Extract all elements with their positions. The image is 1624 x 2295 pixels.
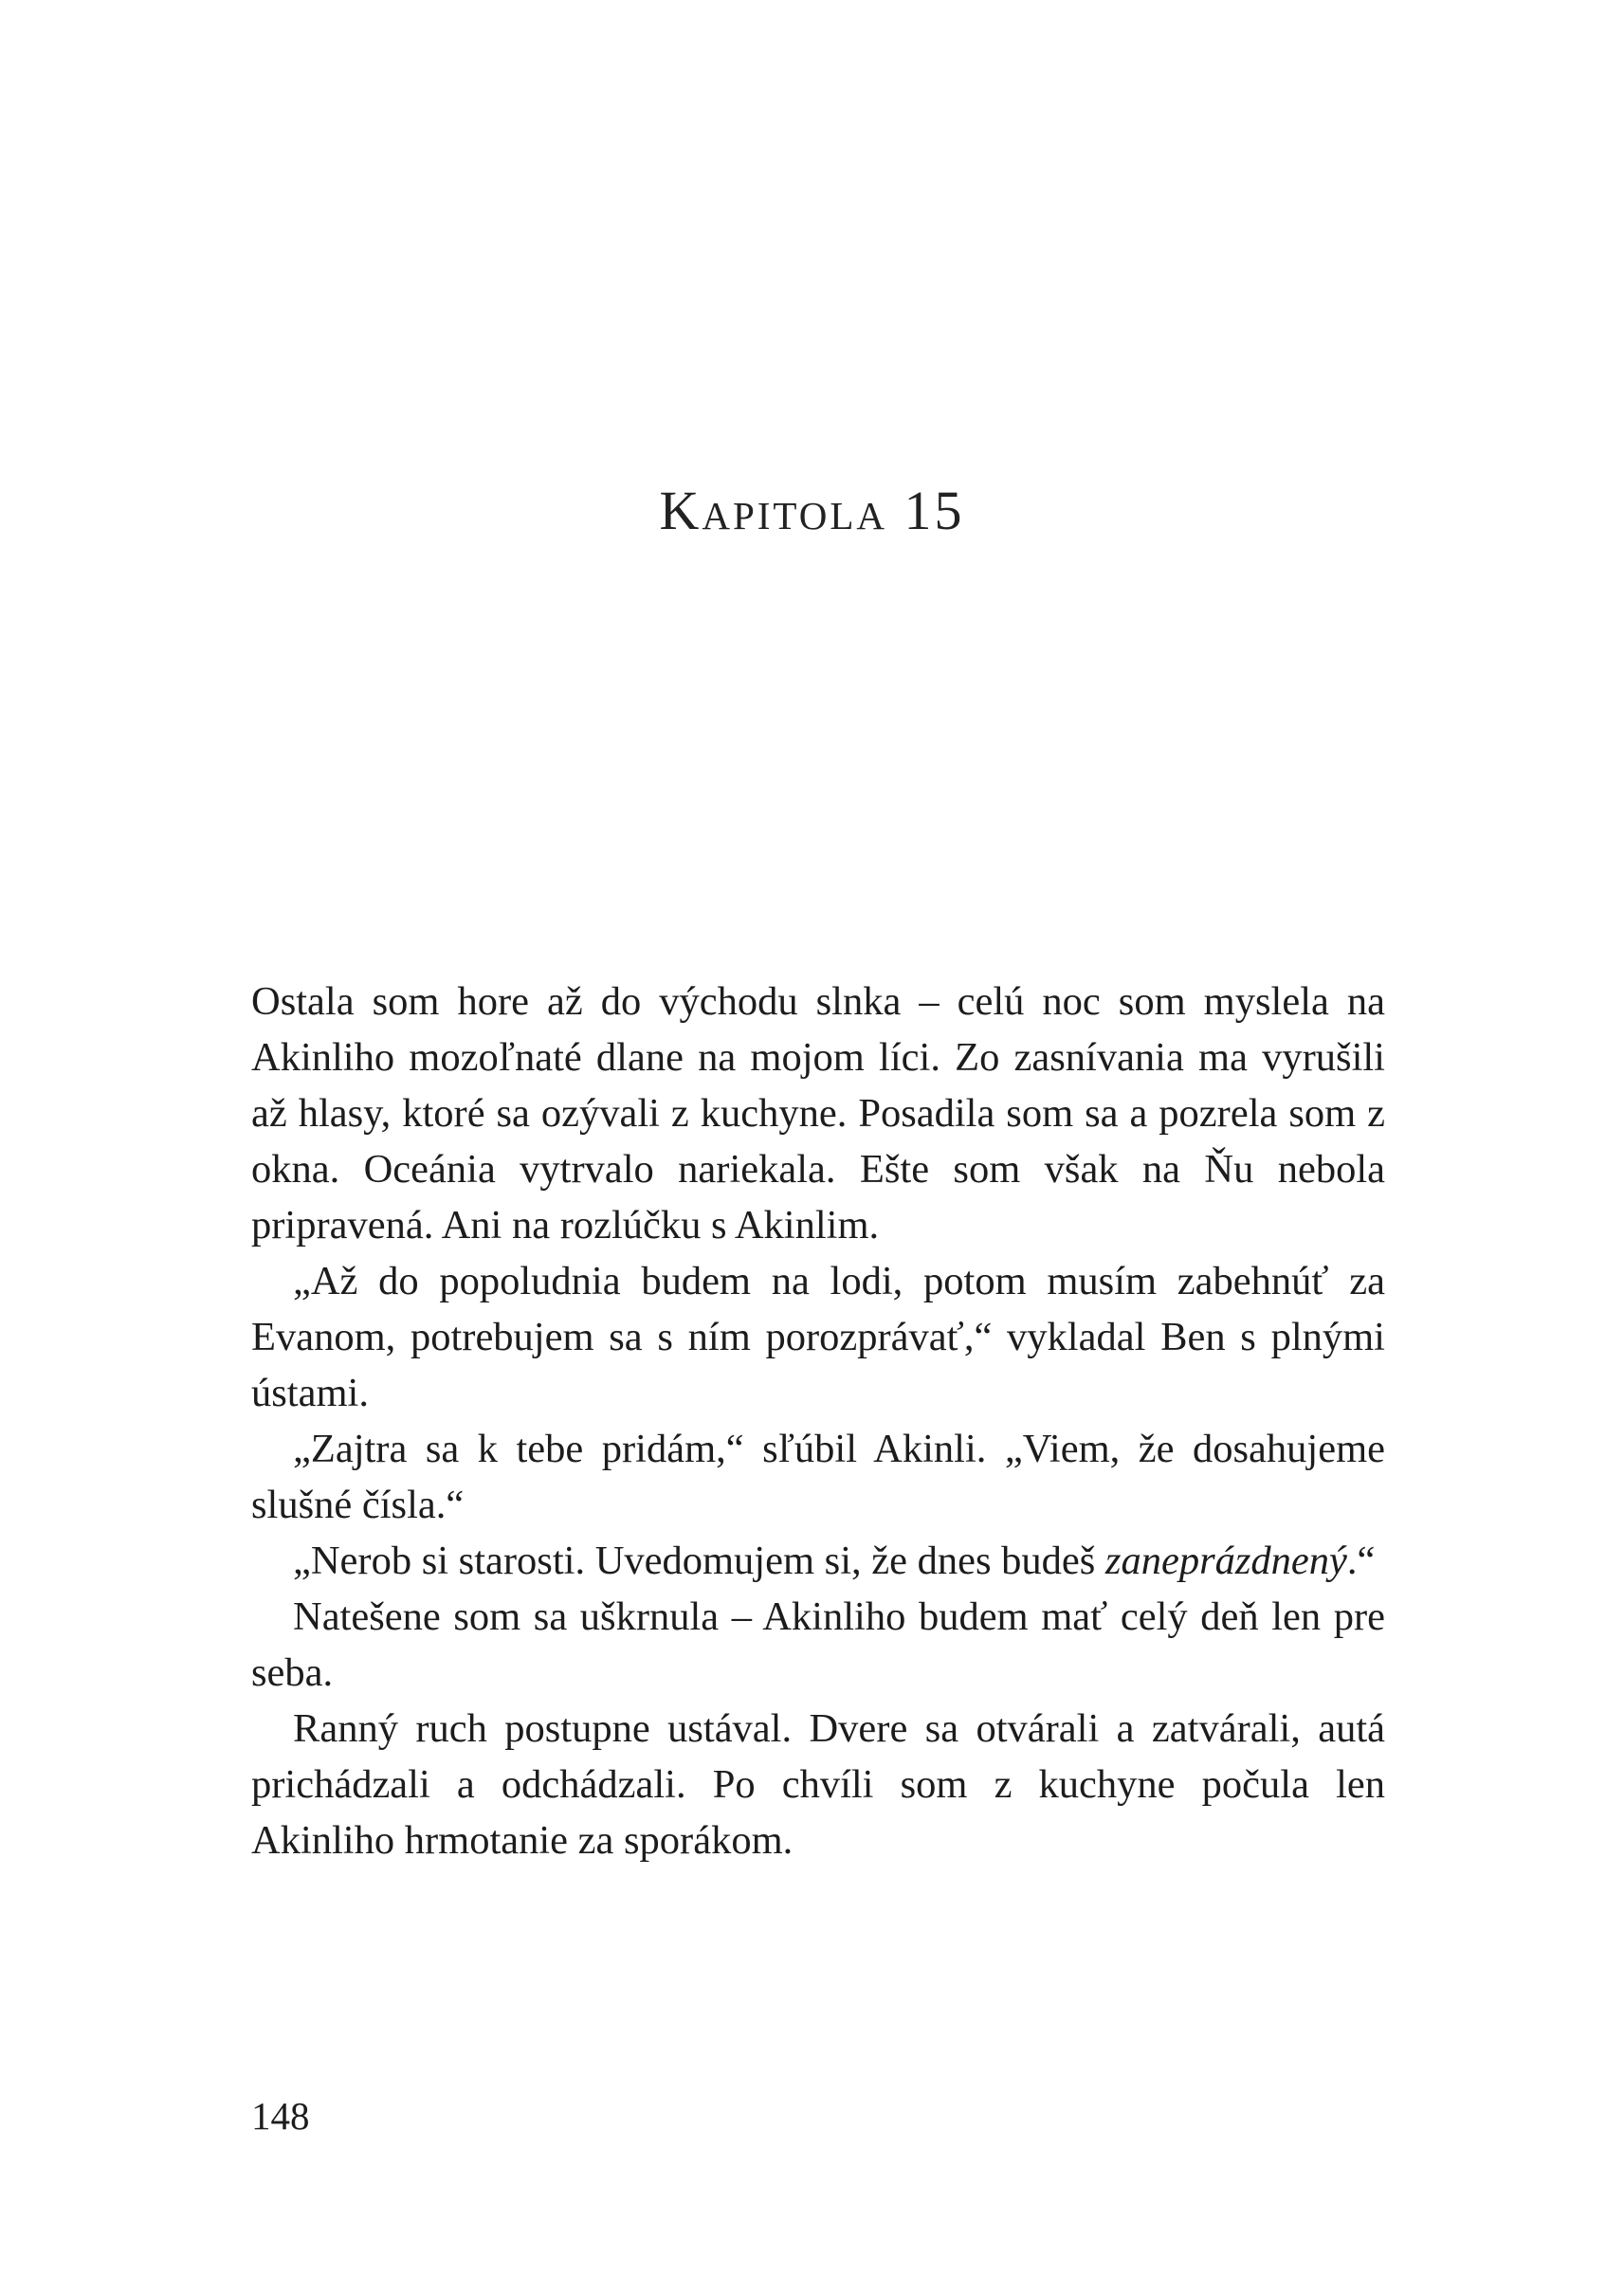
paragraph-run: „Nerob si starosti. Uvedomujem si, že dnes budeš (293, 1539, 1105, 1583)
paragraph-run-italic: zaneprázdnený (1104, 1539, 1347, 1583)
paragraph (251, 1533, 1385, 1589)
paragraph-run: „Až do popoludnia budem na lodi, potom musím zabehnúť za Evanom, potrebujem sa s ním porozprávať,“ vykladal Ben s plnými ústami. (251, 1259, 1385, 1415)
paragraph-run: .“ (1346, 1539, 1376, 1583)
paragraph (251, 974, 1385, 1253)
paragraph (251, 1253, 1385, 1421)
paragraph-run: Ostala som hore až do východu slnka – celú noc som myslela na Akinliho mozoľnaté dlane na mojom líci. Zo zasnívania ma vyrušili až hlasy, ktoré sa ozývali z kuchyne. Posadila som sa a pozrela som z okna. Oceánia vytrvalo nariekala. Ešte som však na Ňu nebola pripravená. Ani na rozlúčku s Akinlim. (251, 979, 1385, 1248)
chapter-title: Kapitola 15 (659, 480, 965, 541)
paragraph (251, 1421, 1385, 1533)
page-number: 148 (251, 2094, 310, 2138)
paragraph (251, 1589, 1385, 1701)
paragraph-run: „Zajtra sa k tebe pridám,“ sľúbil Akinli. „Viem, že dosahujeme slušné čísla.“ (251, 1427, 1385, 1527)
body-text (0, 974, 1624, 1868)
paragraph-run: Natešene som sa uškrnula – Akinliho budem mať celý deň len pre seba. (251, 1594, 1385, 1695)
paragraph-run: Ranný ruch postupne ustával. Dvere sa otvárali a zatvárali, autá prichádzali a odchádzali. Po chvíli som z kuchyne počula len Akinliho hrmotanie za sporákom. (251, 1706, 1385, 1863)
paragraph (251, 1701, 1385, 1868)
